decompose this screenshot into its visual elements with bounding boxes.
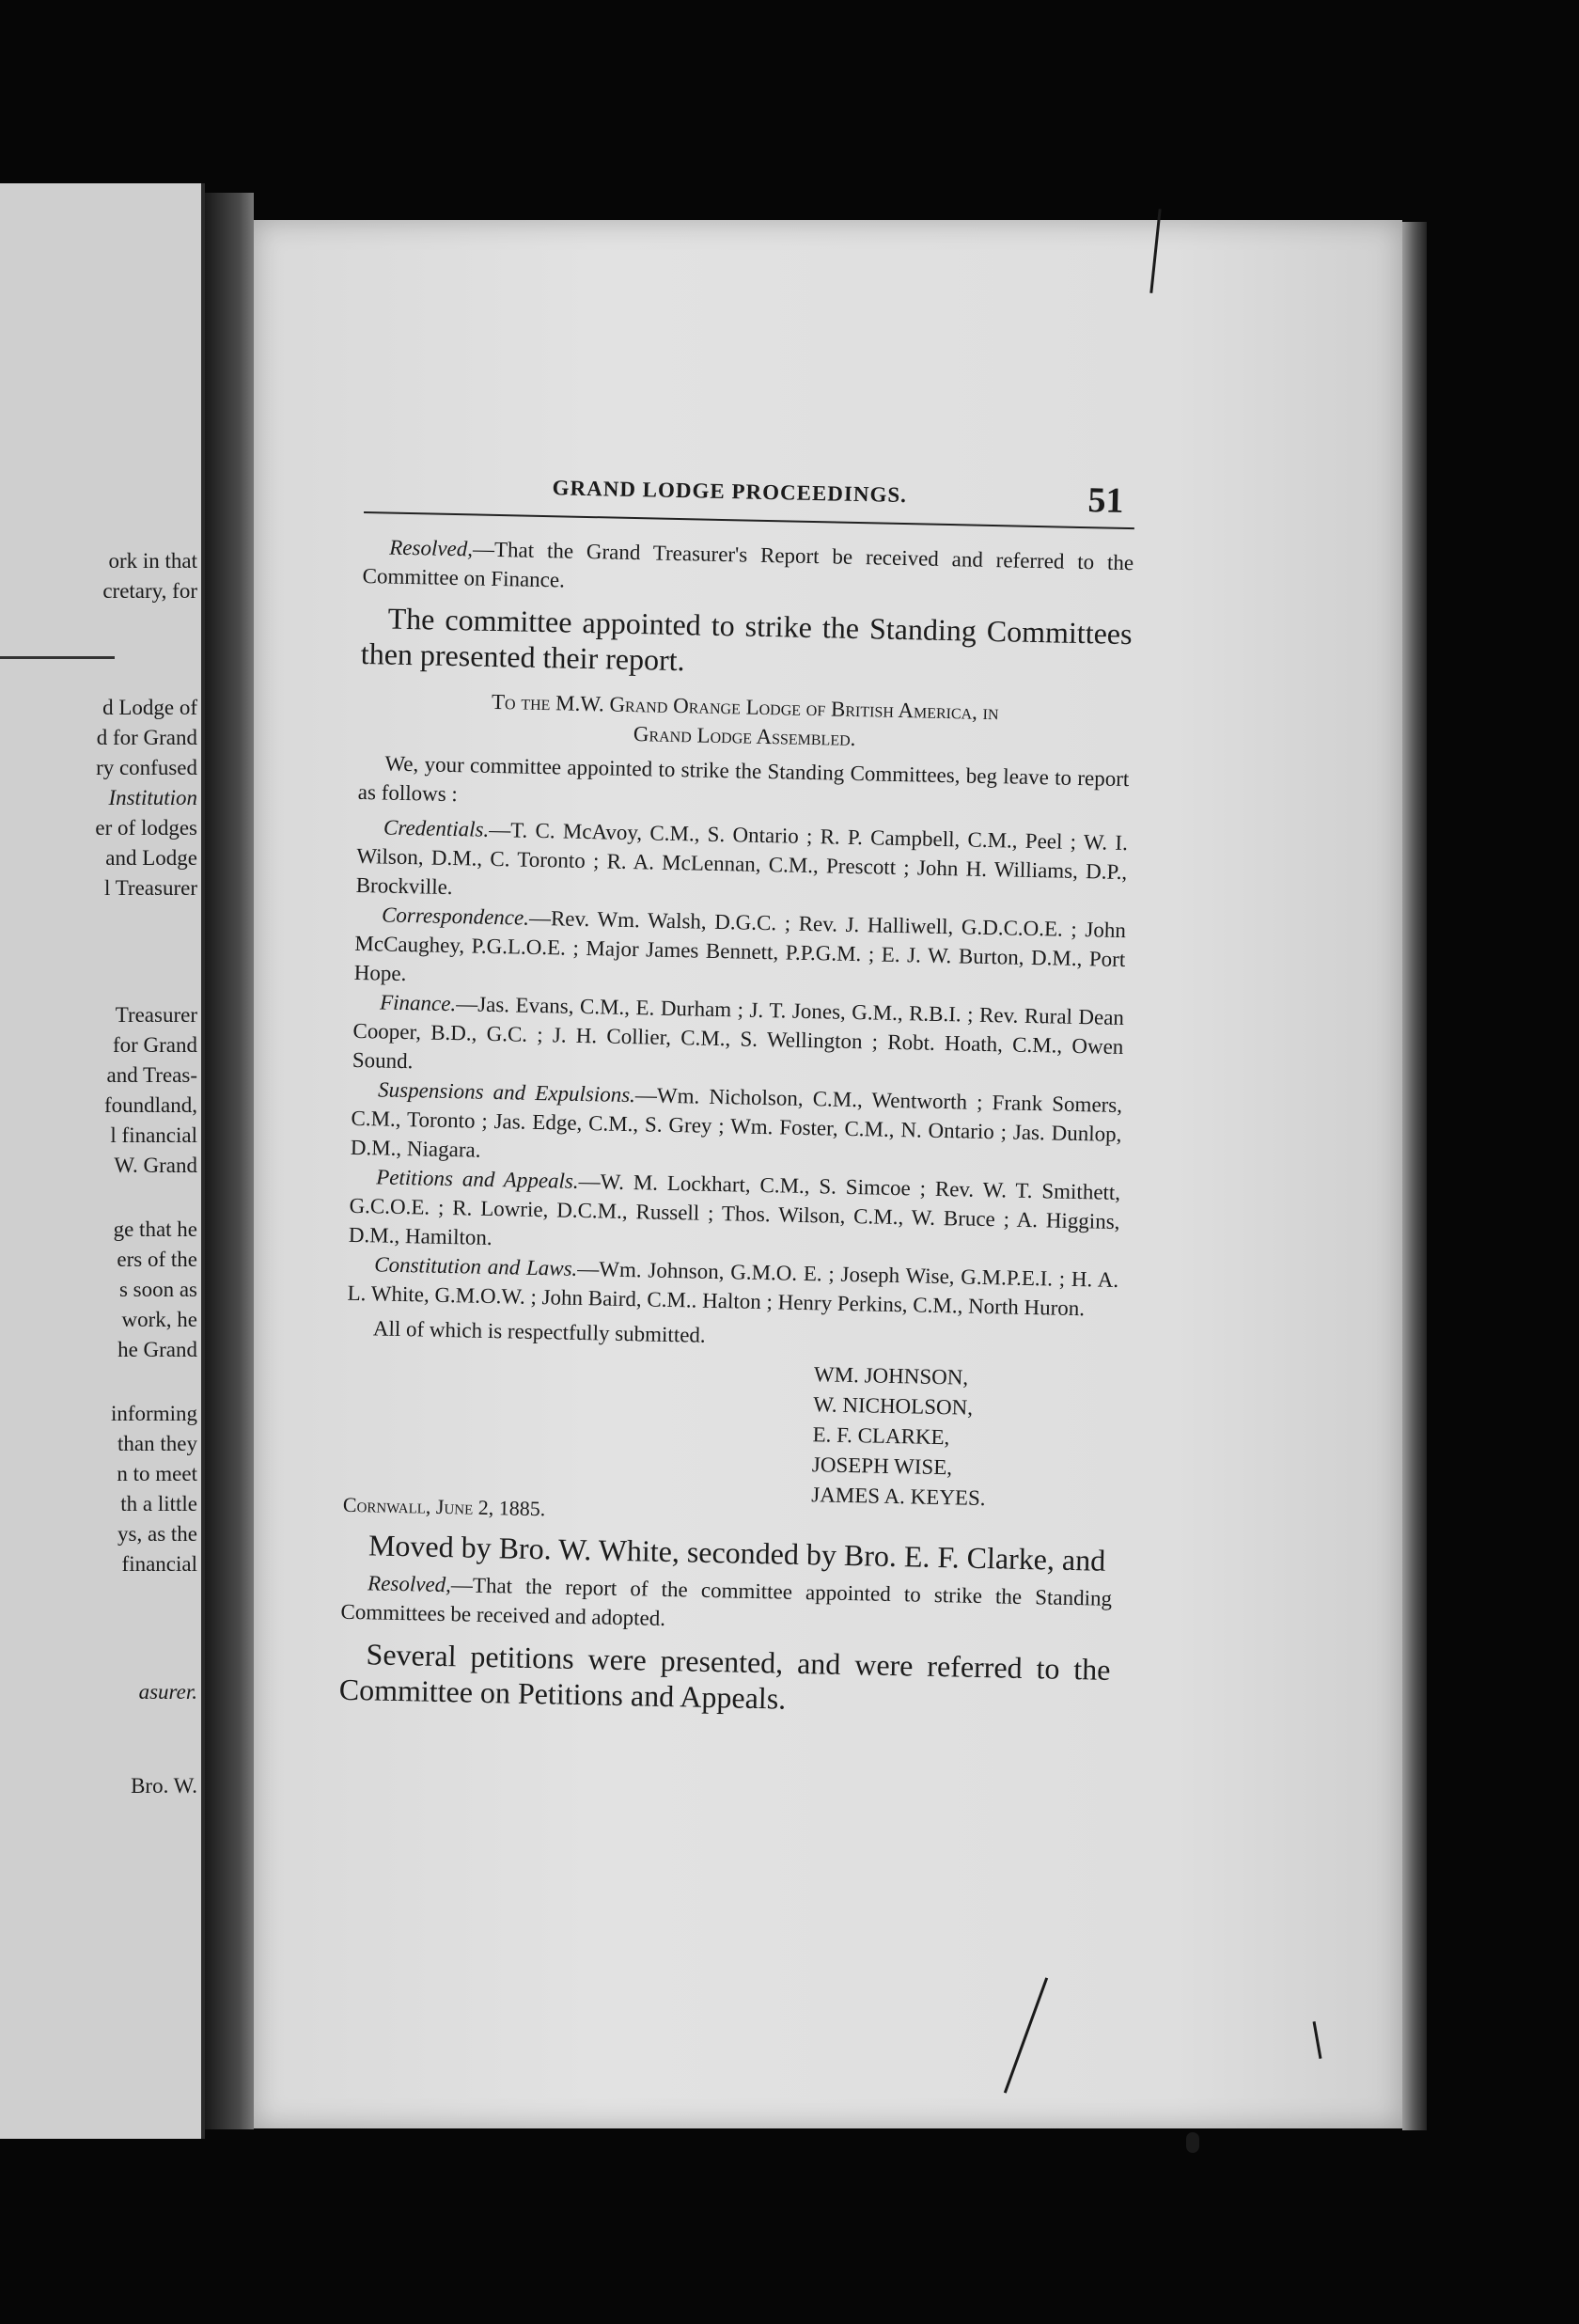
left-page-line: n to meet xyxy=(117,1462,197,1485)
committee-paragraph: The committee appointed to strike the Standing Committees then presented their report. xyxy=(360,601,1133,678)
committee-members: —Jas. Evans, C.M., E. Durham ; J. T. Jones, G.M., R.B.I. ; Rev. Rural Dean Cooper, B.D., G.C. ; J. H. Collier, C.M., S. Wellington ; Robt. Hoath, C.M., Owen Sound. xyxy=(352,992,1125,1074)
running-head: GRAND LODGE PROCEEDINGS. xyxy=(552,476,908,508)
submitted-line: All of which is respectfully submitted. xyxy=(372,1316,706,1347)
left-page-line: ers of the xyxy=(117,1248,197,1271)
left-page-line: l financial xyxy=(110,1123,197,1147)
book-gutter xyxy=(205,193,254,2129)
committee-name: Constitution and Laws. xyxy=(374,1252,578,1280)
left-page-line: s soon as xyxy=(118,1278,197,1301)
page-number: 51 xyxy=(1087,480,1124,521)
left-page-line: er of lodges xyxy=(95,816,197,840)
left-page-line: Bro. W. xyxy=(131,1774,197,1798)
page-edge xyxy=(1402,222,1427,2130)
header-rule xyxy=(364,511,1134,529)
left-page-line: work, he xyxy=(121,1308,197,1331)
left-facing-page xyxy=(0,183,205,2139)
left-page-line: d Lodge of xyxy=(102,696,197,719)
left-page-line: ry confused xyxy=(96,756,197,779)
page-content xyxy=(338,470,1134,1723)
scan-mark xyxy=(1186,2132,1199,2153)
committee-name: Finance. xyxy=(379,990,457,1016)
committee-members: —W. M. Lockhart, C.M., S. Simcoe ; Rev. W. T. Smithett, G.C.O.E. ; R. Lowrie, D.C.M., Russell ; Thos. Wilson, C.M., W. Bruce ; A. Higgins, D.M., Hamilton. xyxy=(348,1169,1121,1250)
committee-name: Petitions and Appeals. xyxy=(375,1165,579,1193)
committee-name: Credentials. xyxy=(383,815,490,841)
left-page-line: Treasurer xyxy=(115,1003,197,1027)
left-page-line: Institution xyxy=(108,786,197,809)
left-page-line: than they xyxy=(117,1432,197,1455)
left-page-line: ys, as the xyxy=(117,1522,197,1546)
resolved-label: Resolved, xyxy=(367,1571,452,1597)
committee-members: —Wm. Johnson, G.M.O. E. ; Joseph Wise, G.M.P.E.I. ; H. A. L. White, G.M.O.W. ; John Baird, C.M.. Halton ; Henry Perkins, C.M., North Huron. xyxy=(347,1256,1119,1321)
left-page-line: W. Grand xyxy=(114,1154,197,1177)
signatory: JOSEPH WISE, xyxy=(811,1452,953,1480)
committee-members: —Rev. Wm. Walsh, D.G.C. ; Rev. J. Halliwell, G.D.C.O.E. ; John McCaughey, P.G.L.O.E. ; Major James Bennett, P.P.G.M. ; E. J. W. Burton, D.M., Port Hope. xyxy=(353,905,1127,986)
left-page-line: d for Grand xyxy=(96,726,197,749)
left-page-line: th a little xyxy=(120,1492,197,1515)
left-page-line: financial xyxy=(121,1552,197,1576)
resolved-label: Resolved, xyxy=(389,535,474,561)
signatory: WM. JOHNSON, xyxy=(813,1362,969,1390)
committee-entry xyxy=(351,1075,1123,1178)
left-page-text xyxy=(0,183,201,2139)
left-page-line: asurer. xyxy=(138,1680,197,1704)
signatory: W. NICHOLSON, xyxy=(813,1392,974,1420)
left-page-line: he Grand xyxy=(117,1338,197,1361)
committee-members: —Wm. Nicholson, C.M., Wentworth ; Frank Somers, C.M., Toronto ; Jas. Edge, C.M., S. Grey ; Wm. Foster, C.M., N. Ontario ; Jas. Dunlop, D.M., Niagara. xyxy=(350,1083,1123,1162)
committee-entry xyxy=(353,900,1126,1003)
resolved-text: —That the Grand Treasurer's Report be received and referred to the Committee on Finance. xyxy=(362,537,1134,592)
committee-entry xyxy=(355,812,1128,916)
left-page-line: for Grand xyxy=(112,1033,197,1057)
left-page-line: and Treas- xyxy=(106,1063,197,1087)
committee-members: —T. C. McAvoy, C.M., S. Ontario ; R. P. Campbell, C.M., Peel ; W. I. Wilson, D.M., C. Toronto ; R. A. McLennan, C.M., Prescott ; John H. Williams, D.P., Brockville. xyxy=(355,817,1129,900)
left-page-line: foundland, xyxy=(103,1093,197,1117)
left-page-line: cretary, for xyxy=(102,579,197,603)
committee-name: Suspensions and Expulsions. xyxy=(377,1077,636,1107)
committee-list xyxy=(347,812,1128,1324)
moved-paragraph: Moved by Bro. W. White, seconded by Bro. E. F. Clarke, and xyxy=(367,1528,1106,1578)
left-page-line: l Treasurer xyxy=(103,876,197,900)
petitions-paragraph: Several petitions were presented, and were referred to the Committee on Petitions and Appeals. xyxy=(338,1637,1111,1716)
address-line: To the M.W. Grand Orange Lodge of British America, in xyxy=(491,689,999,725)
committee-entry xyxy=(352,987,1125,1091)
resolved-text: —That the report of the committee appointed to strike the Standing Committees be received and adopted. xyxy=(340,1573,1113,1630)
report-intro: We, your committee appointed to strike the Standing Committees, beg leave to report as follows : xyxy=(357,751,1130,807)
left-page-line: ork in that xyxy=(108,549,197,573)
left-page-line: ge that he xyxy=(113,1217,197,1241)
committee-entry xyxy=(349,1162,1121,1265)
signature-block xyxy=(811,1359,1117,1516)
left-page-line: informing xyxy=(111,1402,197,1425)
committee-name: Correspondence. xyxy=(381,903,530,930)
signatory: E. F. CLARKE, xyxy=(812,1422,950,1450)
signatory: JAMES A. KEYES. xyxy=(811,1483,986,1511)
address-line: Grand Lodge Assembled. xyxy=(633,722,856,751)
dateline: Cornwall, June 2, 1885. xyxy=(342,1492,546,1521)
left-page-line: and Lodge xyxy=(105,846,197,870)
